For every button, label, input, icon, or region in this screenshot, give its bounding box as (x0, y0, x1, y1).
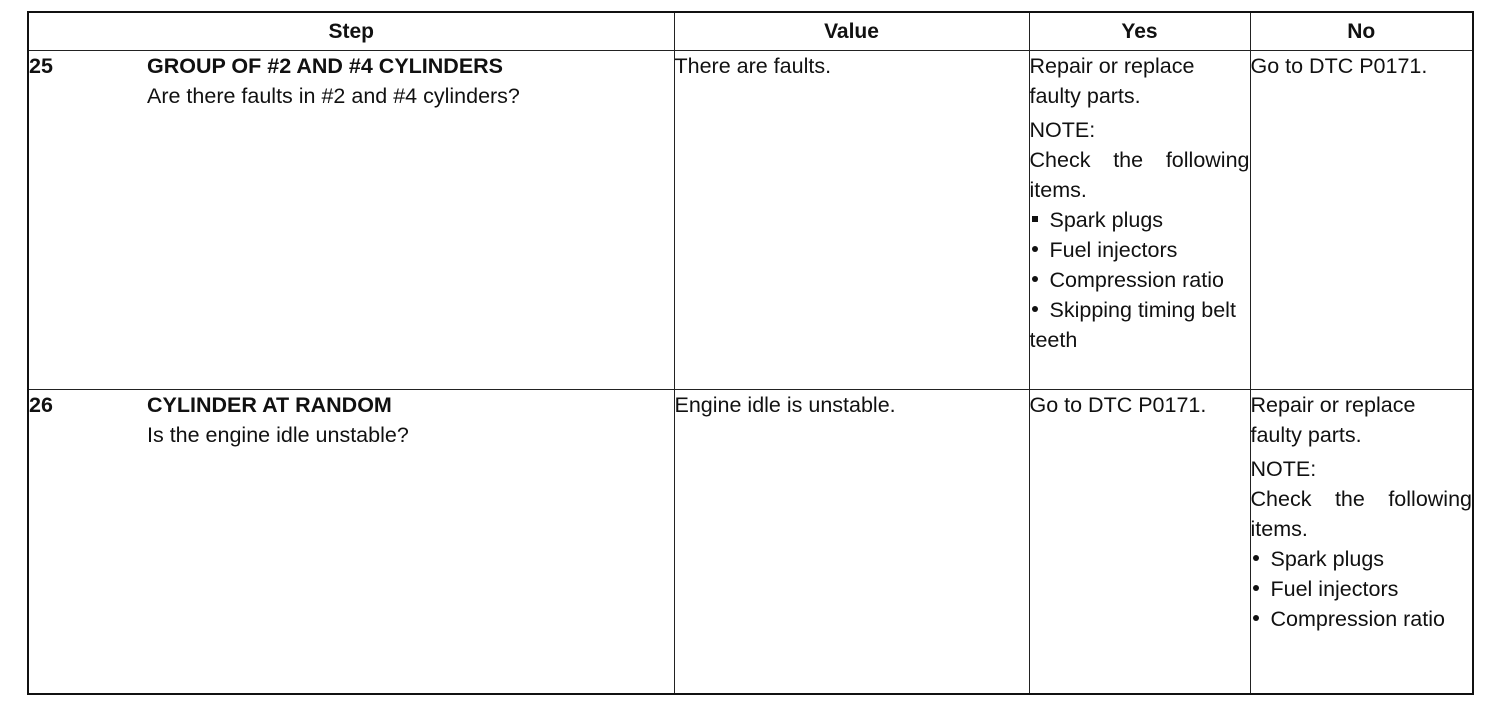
table-row (28, 51, 1473, 390)
bullet-icon (1032, 276, 1038, 282)
header-no: No (1250, 12, 1473, 51)
diagnostic-table (27, 11, 1474, 695)
square-bullet-icon (1032, 216, 1038, 222)
no-cell (1250, 390, 1473, 695)
value-cell: There are faults. (674, 51, 1029, 390)
bullet-icon (1253, 615, 1259, 621)
list-item: Spark plugs (1030, 205, 1250, 235)
list-item: Skipping timing belt teeth (1029, 298, 1236, 352)
note-label: NOTE: (1029, 118, 1096, 142)
header-value: Value (674, 12, 1029, 51)
step-title: CYLINDER AT RANDOM (147, 393, 392, 417)
list-item: Compression ratio (1030, 265, 1250, 295)
header-step: Step (28, 12, 674, 51)
yes-cell (1029, 51, 1250, 390)
bullet-icon (1253, 555, 1259, 561)
list-item: Fuel injectors (1030, 235, 1250, 265)
step-question: Are there faults in #2 and #4 cylinders? (147, 84, 520, 108)
step-cell (28, 390, 674, 695)
table-row (28, 390, 1473, 695)
bullet-icon (1032, 306, 1038, 312)
no-cell: Go to DTC P0171. (1250, 51, 1473, 390)
step-question: Is the engine idle unstable? (147, 423, 409, 447)
no-action: Repair or replace faulty parts. (1250, 393, 1416, 447)
checklist (1251, 544, 1473, 634)
list-item: Spark plugs (1251, 544, 1473, 574)
bullet-icon (1032, 246, 1038, 252)
note-text: Check the following items. (1029, 148, 1250, 202)
list-item: Compression ratio (1251, 604, 1473, 634)
note-text: Check the following items. (1250, 487, 1472, 541)
step-number: 26 (29, 393, 53, 417)
bullet-icon (1253, 585, 1259, 591)
step-number: 25 (29, 54, 53, 78)
yes-cell: Go to DTC P0171. (1029, 390, 1250, 695)
list-item: Fuel injectors (1251, 574, 1473, 604)
header-yes: Yes (1029, 12, 1250, 51)
note-label: NOTE: (1250, 457, 1317, 481)
step-cell (28, 51, 674, 390)
checklist (1030, 205, 1250, 355)
step-title: GROUP OF #2 AND #4 CYLINDERS (147, 54, 504, 78)
table-header-row (28, 12, 1473, 51)
value-cell: Engine idle is unstable. (674, 390, 1029, 695)
yes-action: Repair or replace faulty parts. (1029, 54, 1195, 108)
